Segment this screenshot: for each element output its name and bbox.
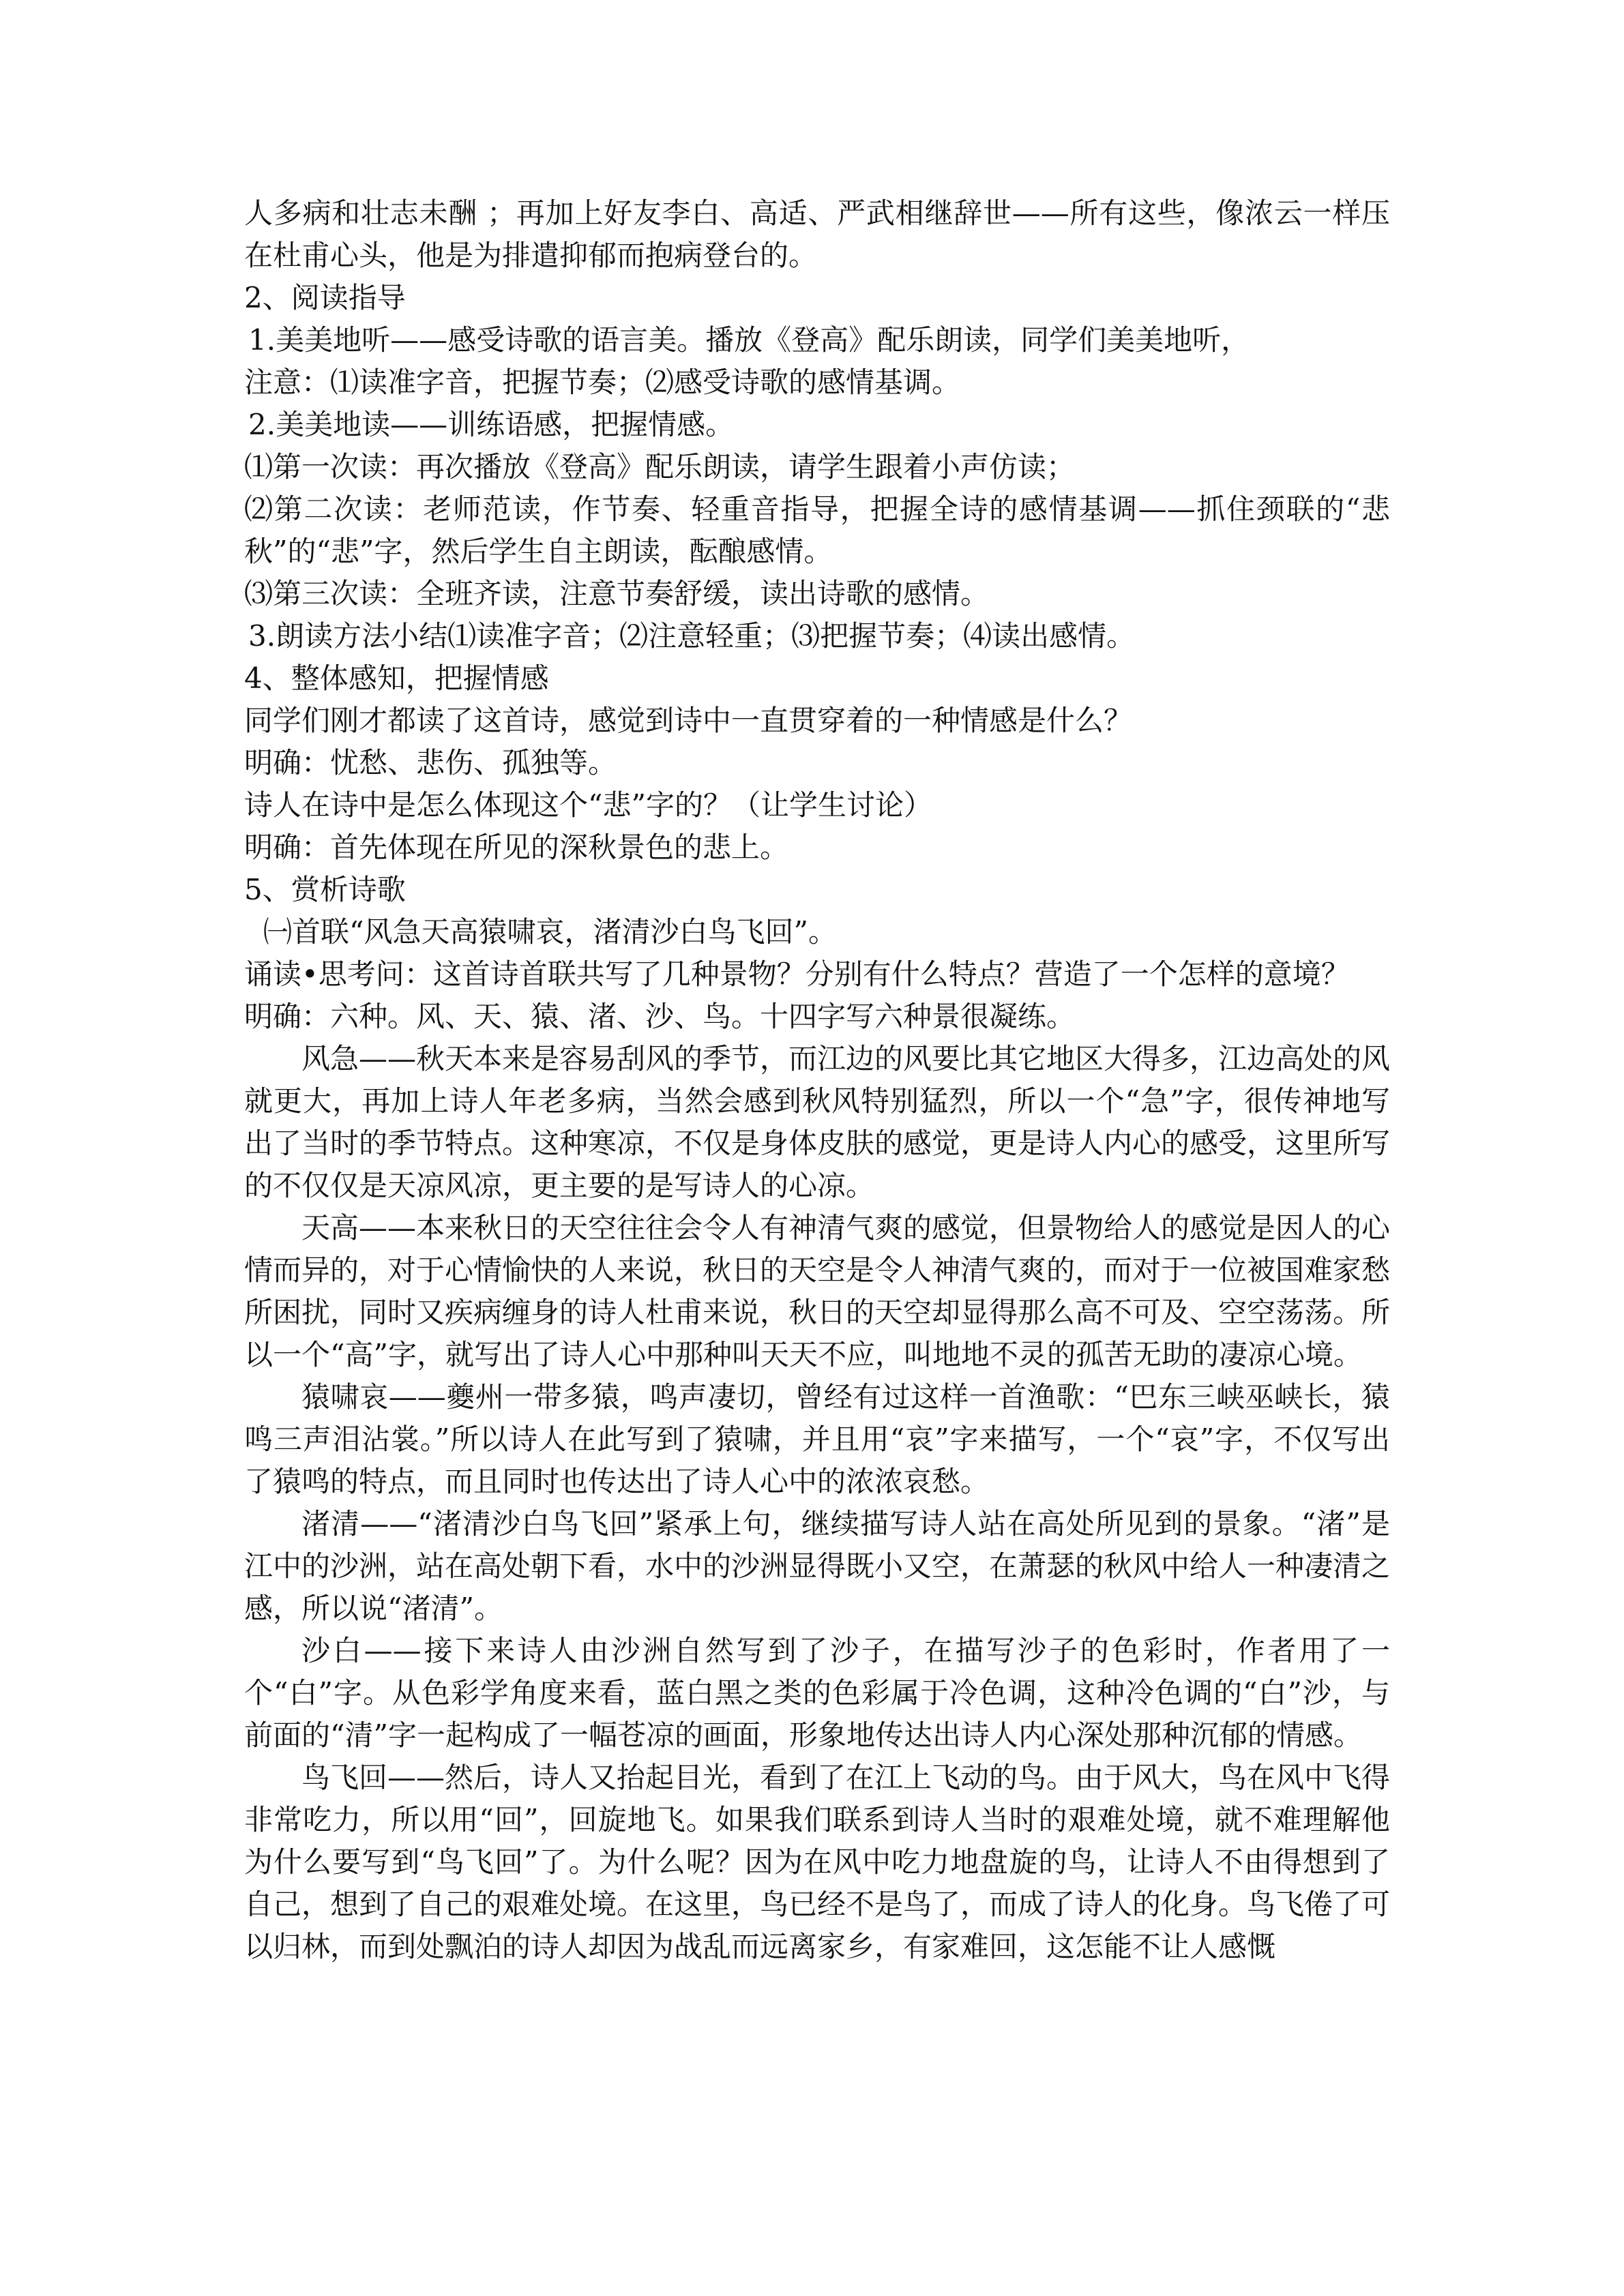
section-heading: 4、整体感知，把握情感: [244, 661, 549, 695]
document-page: [244, 192, 1390, 1968]
text-line: 诗人在诗中是怎么体现这个“悲”字的？（让学生讨论）: [244, 788, 932, 822]
text-line: 同学们刚才都读了这首诗，感觉到诗中一直贯穿着的一种情感是什么？: [244, 704, 1133, 737]
text-line: 2.美美地读——训练语感，把握情感。: [248, 408, 735, 441]
paragraph: 天高——本来秋日的天空往往会令人有神清气爽的感觉，但景物给人的感觉是因人的心情而异的，对于心情愉快的人来说，秋日的天空是令人神清气爽的，而对于一位被国难家愁所困扰，同时又疾病缠身的诗人杜甫来说，秋日的天空却显得那么高不可及、空空荡荡。所以一个“高”字，就写出了诗人心中那种叫天天不应，叫地地不灵的孤苦无助的凄凉心境。: [244, 1211, 1391, 1371]
paragraph: 鸟飞回——然后，诗人又抬起目光，看到了在江上飞动的鸟。由于风大，鸟在风中飞得非常吃力，所以用“回”，回旋地飞。如果我们联系到诗人当时的艰难处境，就不难理解他为什么要写到“鸟飞回”了。为什么呢？因为在风中吃力地盘旋的鸟，让诗人不由得想到了自己，想到了自己的艰难处境。在这里，鸟已经不是鸟了，而成了诗人的化身。鸟飞倦了可以归林，而到处飘泊的诗人却因为战乱而远离家乡，有家难回，这怎能不让人感慨: [244, 1761, 1391, 1963]
paragraph: 渚清——“渚清沙白鸟飞回”紧承上句，继续描写诗人站在高处所见到的景象。“渚”是江中的沙洲，站在高处朝下看，水中的沙洲显得既小又空，在萧瑟的秋风中给人一种凄清之感，所以说“渚清”。: [244, 1507, 1391, 1625]
text-line: 明确：六种。风、天、猿、渚、沙、鸟。十四字写六种景很凝练。: [244, 1000, 1076, 1033]
text-line: 诵读•思考问：这首诗首联共写了几种景物？分别有什么特点？营造了一个怎样的意境？: [244, 957, 1350, 991]
text-line: 明确：忧愁、悲伤、孤独等。: [244, 746, 617, 779]
text-line: ㈠首联“风急天高猿啸哀，渚清沙白鸟飞回”。: [263, 915, 837, 949]
text-line: 3.朗读方法小结⑴读准字音；⑵注意轻重；⑶把握节奏；⑷读出感情。: [248, 619, 1136, 653]
paragraph: 风急——秋天本来是容易刮风的季节，而江边的风要比其它地区大得多，江边高处的风就更大，再加上诗人年老多病，当然会感到秋风特别猛烈，所以一个“急”字，很传神地写出了当时的季节特点。这种寒凉，不仅是身体皮肤的感觉，更是诗人内心的感受，这里所写的不仅仅是天凉风凉，更主要的是写诗人的心凉。: [244, 1042, 1391, 1202]
text-line: ⑵第二次读：老师范读，作节奏、轻重音指导，把握全诗的感情基调——抓住颈联的“悲秋”的“悲”字，然后学生自主朗读，酝酿感情。: [244, 492, 1390, 568]
paragraph: 沙白——接下来诗人由沙洲自然写到了沙子，在描写沙子的色彩时，作者用了一个“白”字。从色彩学角度来看，蓝白黑之类的色彩属于冷色调，这种冷色调的“白”沙，与前面的“清”字一起构成了一幅苍凉的画面，形象地传达出诗人内心深处那种沉郁的情感。: [244, 1634, 1390, 1752]
section-heading: 2、阅读指导: [244, 281, 406, 314]
text-line: ⑶第三次读：全班齐读，注意节奏舒缓，读出诗歌的感情。: [244, 577, 990, 610]
paragraph: 猿啸哀——夔州一带多猿，鸣声凄切，曾经有过这样一首渔歌：“巴东三峡巫峡长，猿鸣三声泪沾裳。”所以诗人在此写到了猿啸，并且用“哀”字来描写，一个“哀”字，不仅写出了猿鸣的特点，而且同时也传达出了诗人心中的浓浓哀愁。: [244, 1380, 1390, 1498]
text-line: 注意：⑴读准字音，把握节奏；⑵感受诗歌的感情基调。: [244, 366, 961, 399]
section-heading: 5、赏析诗歌: [244, 873, 406, 906]
text-line: 人多病和壮志未酬 ；再加上好友李白、高适、严武相继辞世——所有这些，像浓云一样压在杜甫心头，他是为排遣抑郁而抱病登台的。: [244, 196, 1390, 272]
text-line: 1.美美地听——感受诗歌的语言美。播放《登高》配乐朗读，同学们美美地听，: [248, 323, 1250, 357]
text-line: 明确：首先体现在所见的深秋景色的悲上。: [244, 831, 789, 864]
text-line: ⑴第一次读：再次播放《登高》配乐朗读，请学生跟着小声仿读；: [244, 450, 1076, 483]
